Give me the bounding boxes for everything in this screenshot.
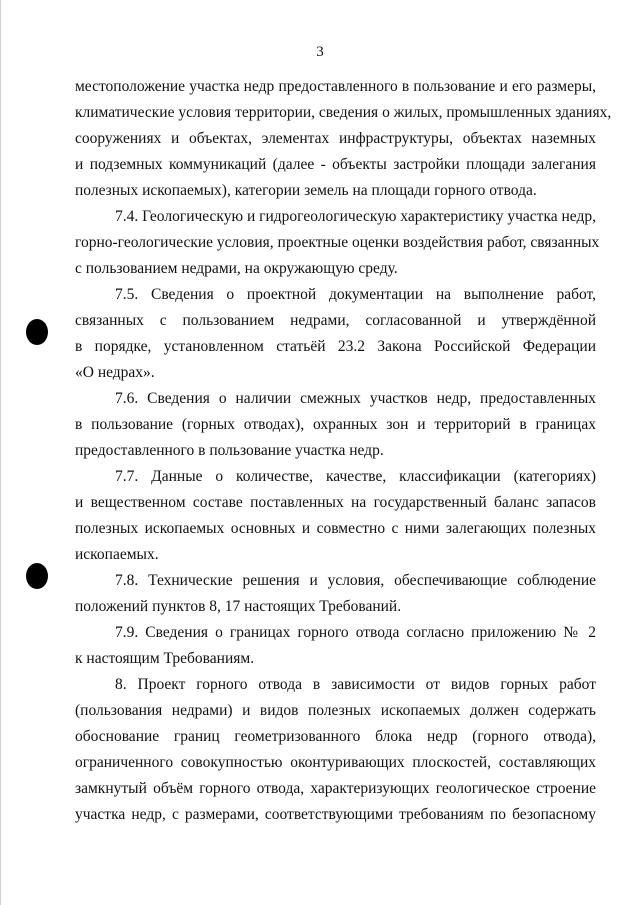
text-line: ограниченного совокупностью оконтуривающих плоскостей, составляющих <box>75 754 596 771</box>
text-line: 7.8. Технические решения и условия, обеспечивающие соблюдение <box>115 572 596 589</box>
text-line: в порядке, установленном статьёй 23.2 Закона Российской Федерации <box>75 338 596 355</box>
text-line: обоснование границ геометризованного блока недр (горного отвода), <box>75 728 596 745</box>
text-line: предоставленного в пользование участка недр. <box>75 442 384 459</box>
paragraph-continuation <box>75 74 612 204</box>
page-number: 3 <box>316 44 324 60</box>
text-line: в пользование (горных отводах), охранных зон и территорий в границах <box>75 416 596 433</box>
paragraph-7-6 <box>75 386 596 464</box>
text-line: участка недр, с размерами, соответствующими требованиям по безопасному <box>75 806 596 823</box>
text-line: (пользования недрами) и видов полезных ископаемых должен содержать <box>75 702 596 719</box>
text-line: 7.6. Сведения о наличии смежных участков недр, предоставленных <box>115 390 596 407</box>
paragraph-8 <box>75 672 596 828</box>
text-line: ископаемых. <box>75 546 159 563</box>
text-line: 7.5. Сведения о проектной документации на выполнение работ, <box>115 286 596 303</box>
text-line: полезных ископаемых основных и совместно с ними залегающих полезных <box>75 520 596 537</box>
text-line: 7.4. Геологическую и гидрогеологическую характеристику участка недр, <box>115 208 596 225</box>
document-body <box>75 74 612 828</box>
paragraph-7-9 <box>75 620 596 672</box>
text-line: 7.9. Сведения о границах горного отвода согласно приложению № 2 <box>115 624 596 641</box>
paragraph-7-7 <box>75 464 596 568</box>
text-line: климатические условия территории, сведения о жилых, промышленных зданиях, <box>75 104 612 121</box>
text-line: сооружениях и объектах, элементах инфраструктуры, объектах наземных <box>75 130 596 147</box>
text-line: горно-геологические условия, проектные оценки воздействия работ, связанных <box>75 234 600 251</box>
paragraph-7-5 <box>75 282 596 386</box>
text-line: и подземных коммуникаций (далее - объекты застройки площади залегания <box>75 156 596 173</box>
text-line: положений пунктов 8, 17 настоящих Требований. <box>75 598 402 615</box>
text-line: 7.7. Данные о количестве, качестве, классификации (категориях) <box>115 468 596 485</box>
text-line: полезных ископаемых), категории земель на площади горного отвода. <box>75 182 537 199</box>
punch-hole <box>26 563 48 589</box>
text-line: к настоящим Требованиям. <box>75 650 255 667</box>
paragraph-7-4 <box>75 204 600 282</box>
punch-hole <box>26 319 48 345</box>
text-line: и вещественном составе поставленных на государственный баланс запасов <box>75 494 596 511</box>
paragraph-7-8 <box>75 568 596 620</box>
text-line: замкнутый объём горного отвода, характеризующих геологическое строение <box>75 780 596 797</box>
text-line: связанных с пользованием недрами, согласованной и утверждённой <box>75 312 596 329</box>
text-line: «О недрах». <box>75 364 155 381</box>
text-line: местоположение участка недр предоставленного в пользование и его размеры, <box>75 78 596 95</box>
text-line: 8. Проект горного отвода в зависимости от видов горных работ <box>115 676 596 693</box>
text-line: с пользованием недрами, на окружающую среду. <box>75 260 398 277</box>
